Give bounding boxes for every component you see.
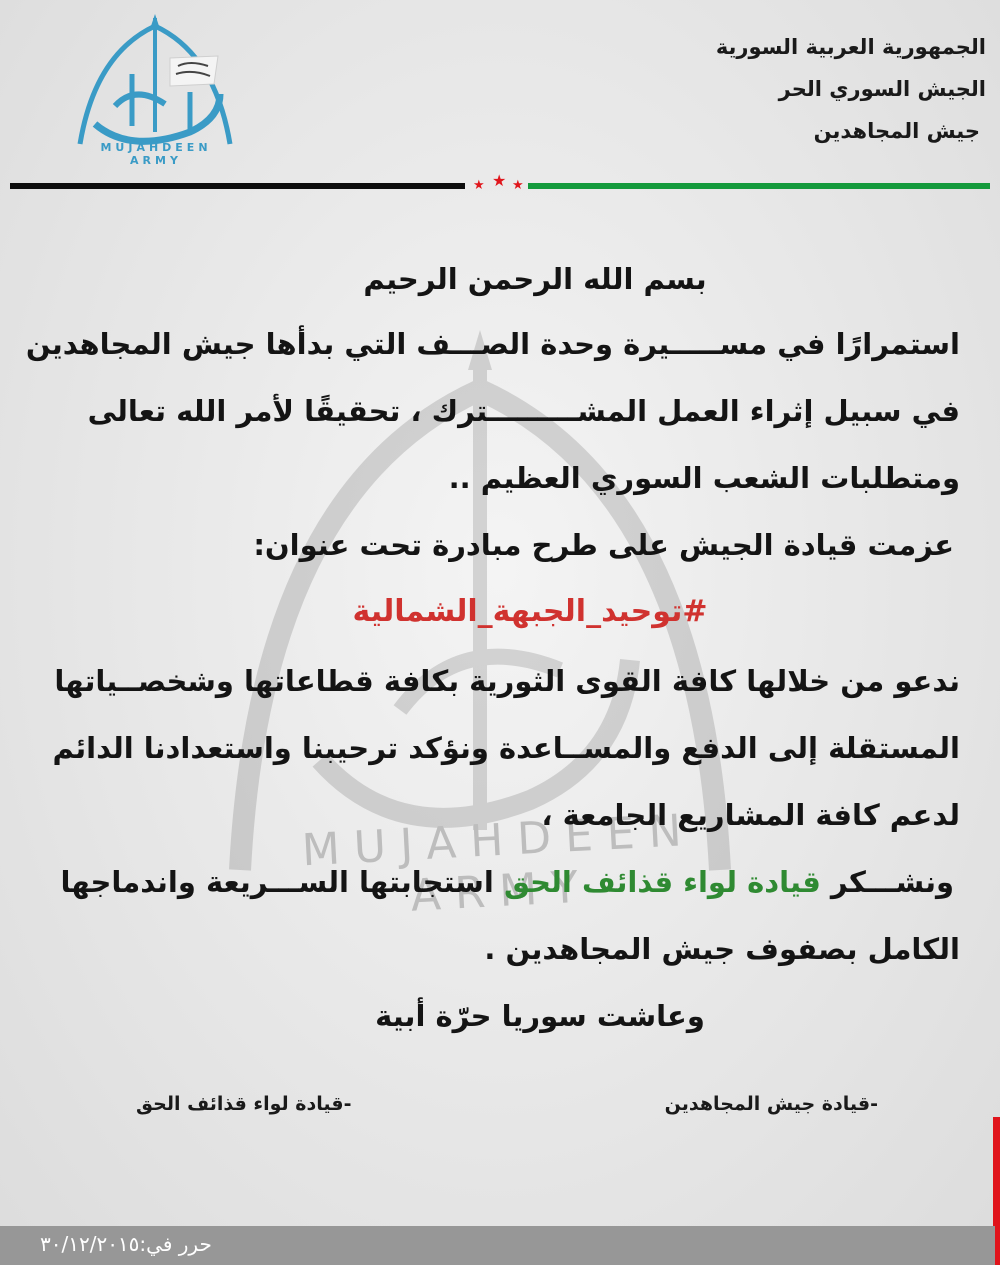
statement-body [25, 0, 960, 1265]
basmala: بسم الله الرحمن الرحيم [363, 262, 707, 296]
star-icon: ★ [492, 171, 507, 190]
watermark-text: MUJAHDEEN ARMY [300, 804, 697, 922]
star-icon: ★ [512, 178, 524, 193]
header-republic: الجمهورية العربية السورية [715, 35, 986, 59]
paragraph-1-line-3: ومتطلبات الشعب السوري العظيم .. [448, 461, 960, 495]
paragraph-3-line-2: المستقلة إلى الدفع والمســاعدة ونؤكد ترحيبنا واستعدادنا الدائم [52, 731, 960, 765]
paragraph-1-line-2: في سبيل إثراء العمل المشـــــــــترك ، تحقيقًا لأمر الله تعالى [87, 394, 960, 428]
paragraph-3-line-1: ندعو من خلالها كافة القوى الثورية بكافة قطاعاتها وشخصــياتها [54, 664, 960, 698]
brigade-name-highlight: قيادة لواء قذائف الحق [503, 865, 821, 899]
header-fsa: الجيش السوري الحر [778, 77, 986, 101]
hashtag: #توحيد_الجبهة_الشمالية [352, 594, 708, 629]
paragraph-4-line-1 [60, 865, 954, 899]
thanks-prefix: ونشـــكر [830, 865, 954, 899]
star-icon: ★ [473, 178, 485, 193]
logo-caption: MUJAHDEEN ARMY [100, 141, 212, 167]
paragraph-2: عزمت قيادة الجيش على طرح مبادرة تحت عنوان: [253, 528, 954, 562]
paragraph-3-line-3: لدعم كافة المشاريع الجامعة ، [541, 798, 960, 832]
signature-mujahdeen-command: -قيادة جيش المجاهدين [664, 1093, 878, 1115]
paragraph-4-line-2: الكامل بصفوف جيش المجاهدين . [484, 932, 960, 966]
signature-brigade-command: -قيادة لواء قذائف الحق [136, 1093, 352, 1115]
closing-line: وعاشت سوريا حرّة أبية [375, 999, 705, 1033]
thanks-suffix: استجابتها الســـريعة واندماجها [60, 865, 494, 899]
paragraph-1-line-1: استمرارًا في مســـــيرة وحدة الصـــف التي بدأها جيش المجاهدين [25, 327, 960, 361]
header-army-name: جيش المجاهدين [813, 119, 980, 143]
footer-bar [0, 1226, 995, 1265]
issue-date: حرر في:٣٠/١٢/٢٠١٥ [40, 1232, 212, 1256]
